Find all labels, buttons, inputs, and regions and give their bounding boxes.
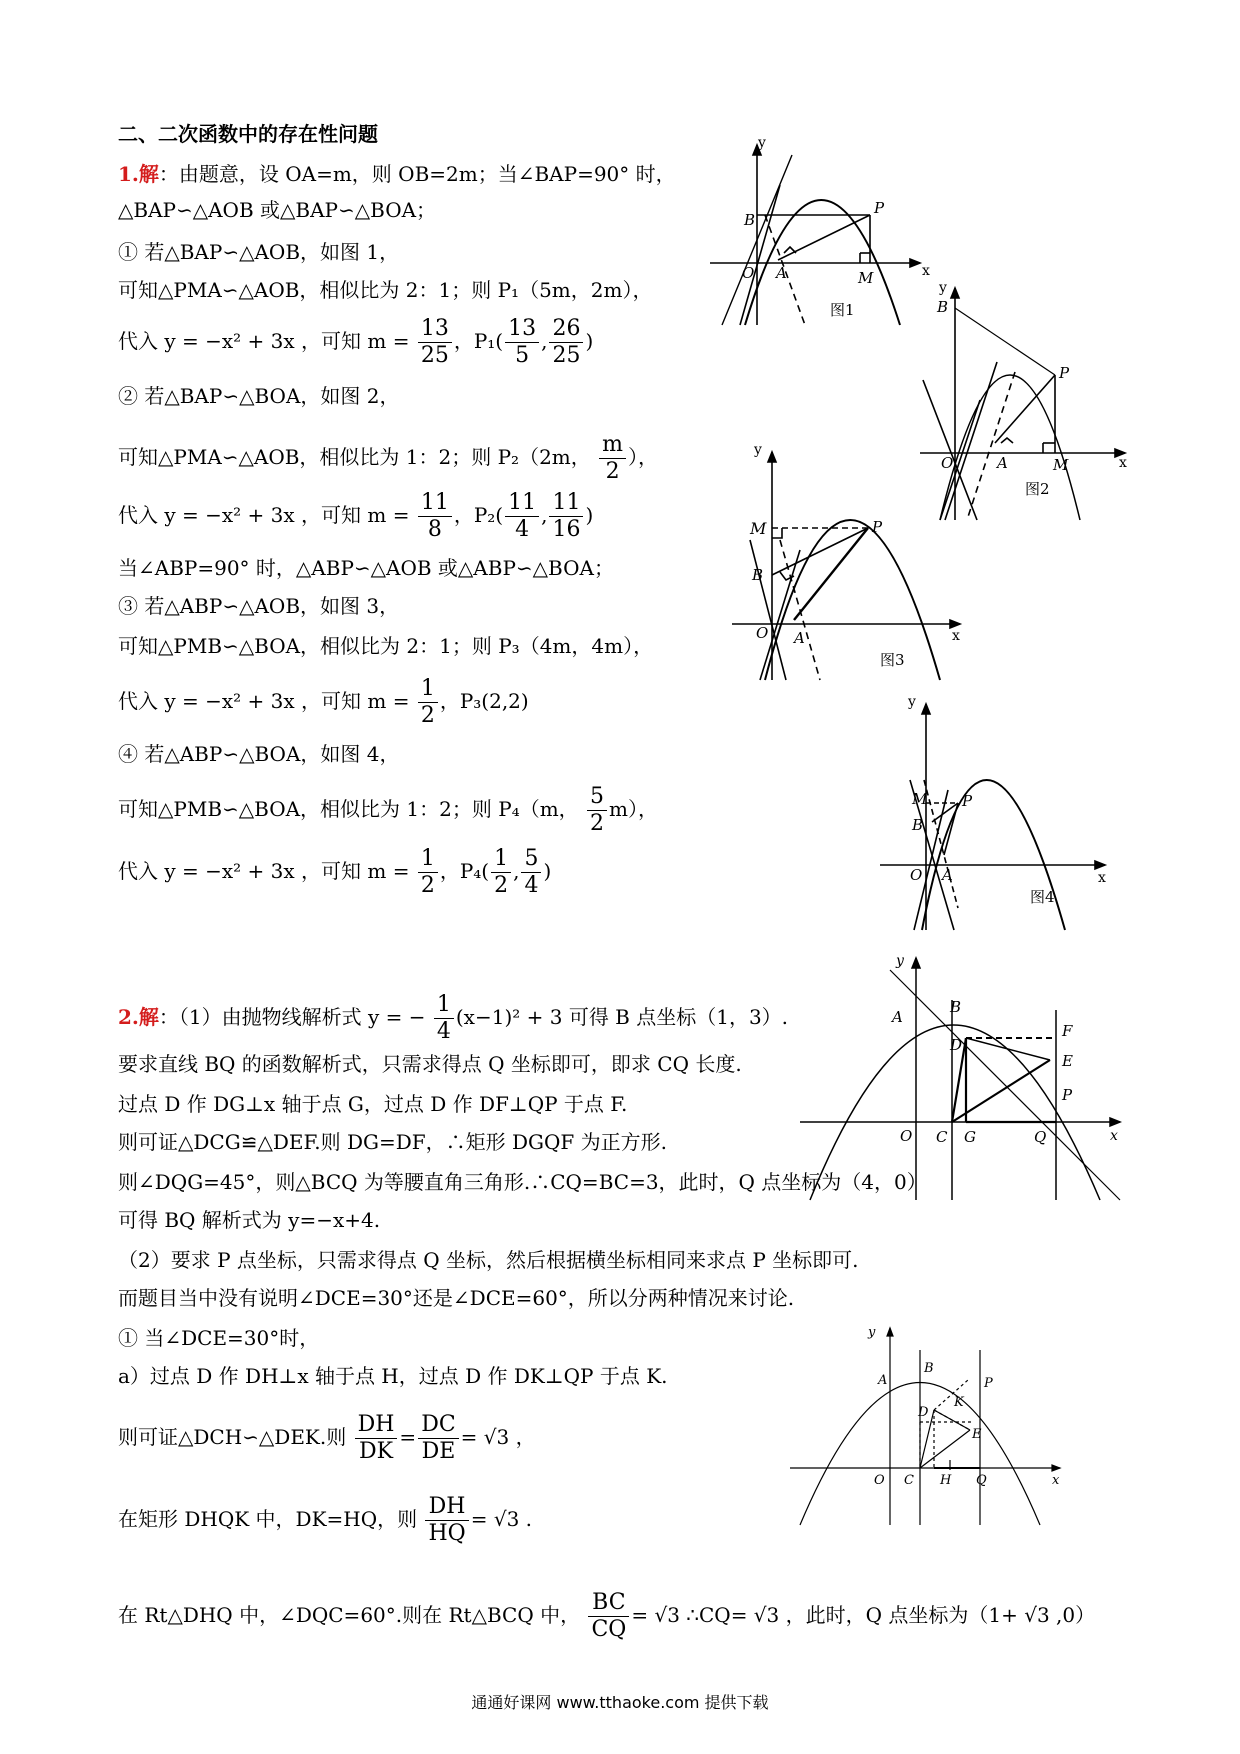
den: DK — [358, 1439, 394, 1464]
p1-case2b: 代入 y = −x² + 3x ，可知 m = $\frac{11}{8}$ ，P₂( $\frac{11}{4}$ , $\frac{11}{16}$ ) — [118, 490, 594, 542]
label-P: P — [984, 1376, 993, 1391]
c2b-p: ，P₂( — [453, 503, 504, 527]
den: 8 — [427, 517, 442, 542]
num: 11 — [505, 490, 539, 517]
den: 2 — [605, 459, 620, 484]
label-A: A — [794, 629, 805, 647]
den: 2 — [590, 811, 605, 836]
frac-x1 — [505, 316, 539, 369]
den: DE — [421, 1439, 456, 1464]
p2-l11-pre: 则可证△DCH∽△DEK.则 — [118, 1425, 347, 1449]
p1-case3a: 可知△PMB∽△BOA，相似比为 2：1；则 P₃（4m，4m）， — [118, 634, 654, 658]
num: DH — [355, 1412, 398, 1439]
label-B: B — [937, 298, 949, 316]
label-B: B — [744, 211, 756, 229]
label-P: P — [872, 518, 883, 536]
c4b-p: ，P₄( — [439, 859, 490, 883]
c1b-pre: 代入 y = −x² + 3x ，可知 m = — [118, 329, 410, 353]
p2-line12 — [118, 1494, 532, 1547]
p2-l1-post: (x−1)² + 3 可得 B 点坐标（1，3）. — [455, 1005, 789, 1029]
label-D: D — [950, 1036, 963, 1054]
num: 5 — [521, 846, 541, 873]
p1-case1: ① 若△BAP∽△AOB，如图 1， — [118, 240, 400, 264]
label-E: E — [972, 1427, 982, 1442]
den: 4 — [515, 517, 530, 542]
num: DC — [418, 1412, 458, 1439]
label-O: O — [742, 264, 755, 282]
p2-l12-pre: 在矩形 DHQK 中，DK=HQ，则 — [118, 1507, 418, 1531]
frac-x2 — [505, 490, 539, 543]
label-y: y — [754, 442, 762, 458]
p1-case1b: 代入 y = −x² + 3x ，可知 m = $\frac{13}{25}$ ，P₁( $\frac{13}{5}$ , $\frac{26}{25}$ ) — [118, 316, 594, 368]
label-O: O — [900, 1127, 913, 1145]
frac-m2 — [418, 490, 452, 543]
frac-quarter — [434, 992, 454, 1045]
num: 1 — [434, 992, 454, 1019]
frac-y2 — [549, 490, 583, 543]
p2-line1 — [118, 992, 788, 1045]
section-title: 二、二次函数中的存在性问题 — [118, 122, 378, 146]
label-E: E — [1062, 1052, 1073, 1070]
p1-label: 1.解 — [118, 162, 159, 186]
label-M: M — [912, 790, 928, 808]
frac-bc-cq — [588, 1590, 629, 1643]
c3b-pre: 代入 y = −x² + 3x ，可知 m = — [118, 689, 410, 713]
c1b-p: ，P₁( — [453, 329, 504, 353]
label-x: x — [952, 628, 960, 644]
label-O: O — [941, 454, 954, 472]
num: 11 — [418, 490, 452, 517]
label-C: C — [904, 1473, 914, 1488]
label-B: B — [752, 566, 764, 584]
den: 5 — [515, 343, 530, 368]
label-y: y — [758, 135, 766, 151]
figure-3 — [720, 440, 970, 690]
p2-line6: 可得 BQ 解析式为 y=−x+4. — [118, 1208, 381, 1232]
c4a: 可知△PMB∽△BOA，相似比为 1：2；则 P₄（m， — [118, 797, 579, 821]
p2-l12-post: = √3 . — [470, 1507, 533, 1531]
label-x: x — [922, 263, 930, 279]
label-B: B — [912, 816, 924, 834]
frac-m1 — [418, 316, 452, 369]
p2-l11-post: = √3 ， — [460, 1425, 536, 1449]
frac-5-over-2 — [587, 784, 607, 837]
p2-line13 — [118, 1590, 1095, 1643]
c2a: 可知△PMA∽△AOB，相似比为 1：2；则 P₂（2m， — [118, 445, 591, 469]
caption-fig2: 图2 — [1025, 480, 1050, 498]
den: 2 — [494, 873, 509, 898]
label-Q: Q — [976, 1473, 987, 1488]
label-M: M — [1053, 456, 1069, 474]
p1-case3b — [118, 676, 529, 729]
label-O: O — [756, 624, 769, 642]
p1-case2a — [118, 432, 658, 485]
caption-fig1: 图1 — [830, 301, 855, 319]
figure-1 — [700, 135, 930, 335]
figure-6 — [790, 1320, 1070, 1530]
num: DH — [425, 1494, 468, 1521]
p2-line2: 要求直线 BQ 的函数解析式，只需求得点 Q 坐标即可，即求 CQ 长度. — [118, 1052, 742, 1076]
den: 25 — [552, 343, 581, 368]
p1-case4a — [118, 784, 658, 837]
frac-dc-de — [418, 1412, 458, 1465]
label-P: P — [1059, 364, 1070, 382]
c2a-end: ）， — [628, 445, 658, 469]
frac-m4 — [418, 846, 438, 899]
num: 11 — [549, 490, 583, 517]
label-P: P — [874, 199, 885, 217]
label-O: O — [910, 866, 923, 884]
figure-5 — [800, 950, 1130, 1210]
label-B: B — [924, 1361, 934, 1376]
num: 5 — [587, 784, 607, 811]
label-x: x — [1110, 1128, 1118, 1144]
frac-m3 — [418, 676, 438, 729]
p2-line8: 而题目当中没有说明∠DCE=30°还是∠DCE=60°，所以分两种情况来讨论. — [118, 1286, 795, 1310]
label-x: x — [1119, 455, 1127, 471]
label-Q: Q — [1034, 1128, 1047, 1146]
label-K: K — [954, 1395, 964, 1410]
label-H: H — [940, 1473, 952, 1488]
p2-line10: a）过点 D 作 DH⊥x 轴于点 H，过点 D 作 DK⊥QP 于点 K. — [118, 1364, 668, 1388]
label-C: C — [936, 1128, 948, 1146]
c4b-pre: 代入 y = −x² + 3x ，可知 m = — [118, 859, 410, 883]
p1-case4b: 代入 y = −x² + 3x ，可知 m = $\frac{1}{2}$ ，P₄( $\frac{1}{2}$ , $\frac{5}{4}$ ) — [118, 846, 552, 898]
p2-line5: 则∠DQG=45°，则△BCQ 为等腰直角三角形.∴CQ=BC=3，此时，Q 点坐标为（4，0） — [118, 1170, 927, 1194]
label-x: x — [1052, 1473, 1060, 1488]
label-P: P — [962, 792, 973, 810]
label-A: A — [878, 1373, 888, 1388]
p1-line1 — [118, 160, 676, 188]
caption-fig4: 图4 — [1030, 888, 1055, 906]
line-1 — [740, 185, 780, 325]
parabola — [765, 520, 940, 680]
frac-dh-dk — [355, 1412, 398, 1465]
num: 1 — [491, 846, 511, 873]
label-A: A — [892, 1008, 903, 1026]
p1-case1a: 可知△PMA∽△AOB，相似比为 2：1；则 P₁（5m，2m）， — [118, 278, 653, 302]
label-A: A — [997, 454, 1008, 472]
label-O: O — [874, 1473, 885, 1488]
label-F: F — [1062, 1022, 1073, 1040]
den: 4 — [436, 1019, 451, 1044]
frac-dh-hq — [425, 1494, 468, 1547]
num: 1 — [418, 676, 438, 703]
p2-line4: 则可证△DCG≌△DEF.则 DG=DF，∴矩形 DGQF 为正方形. — [118, 1130, 667, 1154]
p1-case2: ② 若△BAP∽△BOA，如图 2， — [118, 384, 400, 408]
frac-m-over-2 — [599, 432, 626, 485]
p1-line2: △BAP∽△AOB 或△BAP∽△BOA； — [118, 198, 437, 222]
c3b-p: ，P₃(2,2) — [439, 689, 529, 713]
num: 1 — [418, 846, 438, 873]
label-y: y — [939, 280, 947, 296]
c4a-end: m）， — [609, 797, 658, 821]
den: 2 — [420, 703, 435, 728]
p2-l13-pre: 在 Rt△DHQ 中，∠DQC=60°.则在 Rt△BCQ 中， — [118, 1603, 581, 1627]
p1-l1: ：由题意，设 OA=m，则 OB=2m；当∠BAP=90° 时， — [158, 162, 676, 186]
c2b-pre: 代入 y = −x² + 3x ，可知 m = — [118, 503, 410, 527]
num: 26 — [549, 316, 583, 343]
den: 2 — [420, 873, 435, 898]
num: BC — [588, 1590, 629, 1617]
frac-y1 — [549, 316, 583, 369]
label-M: M — [858, 269, 874, 287]
label-y: y — [908, 694, 916, 710]
label-D: D — [918, 1405, 929, 1420]
num: 13 — [418, 316, 452, 343]
label-G: G — [964, 1128, 976, 1146]
p1-line3: 当∠ABP=90° 时，△ABP∽△AOB 或△ABP∽△BOA； — [118, 556, 614, 580]
p2-l13-post: = √3 ∴CQ= √3 ，此时，Q 点坐标为（1+ √3 ,0） — [631, 1603, 1096, 1627]
p2-l1-pre: ：（1）由抛物线解析式 y = − — [158, 1005, 426, 1029]
p2-line11: 则可证△DCH∽△DEK.则 $\frac{DH}{DK}$ = $\frac{DC}{DE}$ = √3 ， — [118, 1412, 536, 1464]
p1-case3: ③ 若△ABP∽△AOB，如图 3， — [118, 594, 400, 618]
p2-line9: ① 当∠DCE=30°时， — [118, 1326, 320, 1350]
label-A: A — [776, 264, 787, 282]
p2-line7: （2）要求 P 点坐标，只需求得点 Q 坐标，然后根据横坐标相同来求点 P 坐标即可. — [118, 1248, 859, 1272]
page-footer: 通通好课网 www.tthaoke.com 提供下载 — [471, 1693, 769, 1712]
label-x: x — [1098, 870, 1106, 886]
label-P: P — [1062, 1086, 1073, 1104]
frac-x4 — [491, 846, 511, 899]
num: m — [599, 432, 626, 459]
den: 4 — [524, 873, 539, 898]
num: 13 — [505, 316, 539, 343]
frac-y4 — [521, 846, 541, 899]
label-B: B — [950, 998, 962, 1016]
p2-label: 2.解 — [118, 1005, 159, 1029]
den: CQ — [591, 1617, 627, 1642]
label-M: M — [750, 519, 767, 538]
label-A: A — [942, 866, 953, 884]
label-y: y — [896, 953, 904, 969]
den: HQ — [428, 1521, 466, 1546]
den: 25 — [420, 343, 449, 368]
p1-case4: ④ 若△ABP∽△BOA，如图 4， — [118, 742, 400, 766]
caption-fig3: 图3 — [880, 651, 905, 669]
p2-line3: 过点 D 作 DG⊥x 轴于点 G，过点 D 作 DF⊥QP 于点 F. — [118, 1092, 628, 1116]
label-y: y — [868, 1325, 876, 1340]
figure-4 — [870, 690, 1120, 940]
den: 16 — [552, 517, 581, 542]
